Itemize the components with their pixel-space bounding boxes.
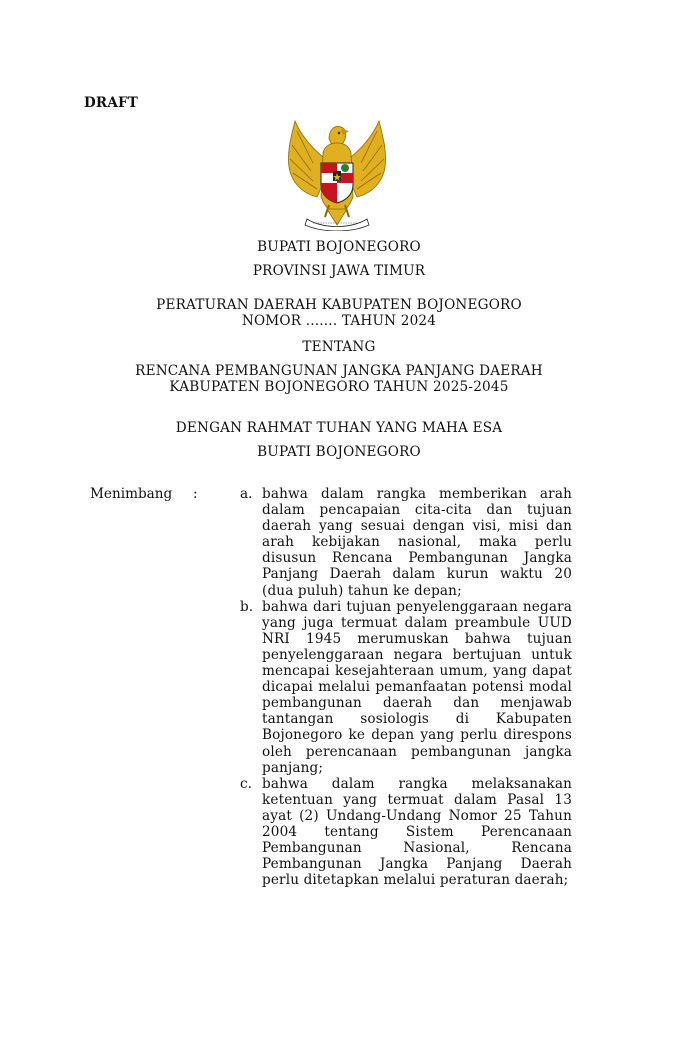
item-marker: c. [240,775,252,792]
considering-colon: : [193,486,198,502]
regulation-title: PERATURAN DAERAH KABUPATEN BOJONEGORO [156,297,522,313]
blessing-line: DENGAN RAHMAT TUHAN YANG MAHA ESA [175,420,503,436]
about-label: TENTANG [302,339,376,355]
considering-item [240,486,572,599]
considering-label: Menimbang [90,486,173,502]
regent-title: BUPATI BOJONEGORO [257,239,421,255]
considering-item [240,776,572,889]
item-text: bahwa dalam rangka melaksanakan ketentuan yang termuat dalam Pasal 13 ayat (2) Undang-Undang Nomor 25 Tahun 2004 tentang Sistem Perencanaan Pembangunan Nasional, Rencana Pembangunan Jangka Panjang Daerah perlu ditetapkan melalui peraturan daerah; [262,775,572,889]
subject-line-2: KABUPATEN BOJONEGORO TAHUN 2025-2045 [169,379,509,395]
regulation-number: NOMOR ....... TAHUN 2024 [241,313,437,329]
considering-list [240,486,572,888]
item-text: bahwa dari tujuan penyelenggaraan negara yang juga termuat dalam preambule UUD NRI 1945 merumuskan bahwa tujuan penyelenggaraan negara bertujuan untuk mencapai kesejahteraan umum, yang dapat dicapai melalui pemanfaatan potensi modal pembangunan daerah dan menjawab tantangan sosiologis di Kabupaten Bojonegoro ke depan yang perlu direspons oleh perencanaan pembangunan jangka panjang; [262,598,572,776]
item-text: bahwa dalam rangka memberikan arah dalam pencapaian cita-cita dan tujuan daerah yang sesuai dengan visi, misi dan arah kebijakan nasional, maka perlu disusun Rencana Pembangunan Jangka Panjang Daerah dalam kurun waktu 20 (dua puluh) tahun ke depan; [262,486,572,599]
draft-label: DRAFT [84,95,139,111]
official-line: BUPATI BOJONEGORO [257,444,421,460]
garuda-emblem-icon [283,117,391,231]
considering-item [240,599,572,776]
item-marker: a. [240,486,253,502]
province-title: PROVINSI JAWA TIMUR [252,263,426,279]
subject-line-1: RENCANA PEMBANGUNAN JANGKA PANJANG DAERAH [135,363,543,379]
item-marker: b. [240,598,254,615]
